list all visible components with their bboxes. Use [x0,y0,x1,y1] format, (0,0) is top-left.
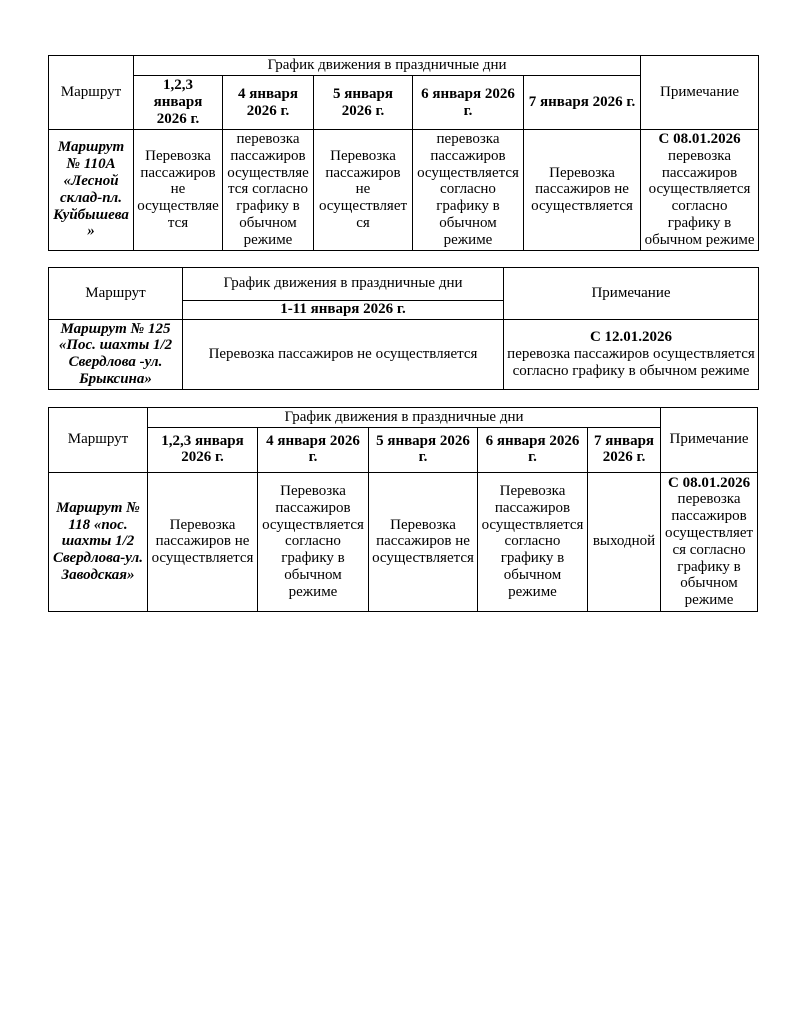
table-row [49,472,758,611]
route-column-header: Маршрут [49,267,183,319]
table-row [49,427,758,472]
schedule-cell: Перевозка пассажиров не осуществляется [148,472,258,611]
note-cell [504,319,759,389]
note-column-header: Примечание [641,56,759,130]
schedule-cell: Перевозка пассажиров осуществляется согласно графику в обычном режиме [478,472,588,611]
note-text: перевозка пассажиров осуществляется согласно графику в обычном режиме [507,345,755,379]
table-gap [48,390,759,407]
schedule-cell: Перевозка пассажиров осуществляется согласно графику в обычном режиме [258,472,369,611]
date-header-cell: 1,2,3 января 2026 г. [148,427,258,472]
schedule-cell: Перевозка пассажиров не осуществляется [314,130,413,251]
schedule-cell: Перевозка пассажиров не осуществляется [134,130,223,251]
table-gap [48,251,759,267]
note-column-header: Примечание [661,407,758,472]
schedule-cell: Перевозка пассажиров не осуществляется [183,319,504,389]
schedule-cell: выходной [588,472,661,611]
route-name-cell: Маршрут № 118 «пос. шахты 1/2 Свердлова-ул. Заводская» [49,472,148,611]
schedule-cell: Перевозка пассажиров не осуществляется [369,472,478,611]
schedule-title-cell: График движения в праздничные дни [183,267,504,300]
tables-container [48,55,759,612]
schedule-table-route-118 [48,407,758,612]
date-header-cell: 5 января 2026 г. [314,76,413,130]
schedule-title-cell: График движения в праздничные дни [134,56,641,76]
schedule-cell: перевозка пассажиров осуществляется согласно графику в обычном режиме [223,130,314,251]
schedule-title-cell: График движения в праздничные дни [148,407,661,427]
date-header-cell: 5 января 2026 г. [369,427,478,472]
table-row [49,267,759,300]
table-row [49,130,759,251]
table-row [49,56,759,76]
note-text: перевозка пассажиров осуществляется согласно графику в обычном режиме [664,491,754,609]
route-column-header: Маршрут [49,407,148,472]
schedule-table-route-125 [48,267,759,390]
date-header-cell: 4 января 2026 г. [223,76,314,130]
route-name-cell: Маршрут № 110А «Лесной склад-пл. Куйбышева» [49,130,134,251]
date-header-cell: 7 января 2026 г. [524,76,641,130]
route-column-header: Маршрут [49,56,134,130]
note-date: С 12.01.2026 [589,328,673,345]
date-header-cell: 1,2,3 января 2026 г. [134,76,223,130]
route-name-cell: Маршрут № 125 «Пос. шахты 1/2 Свердлова -ул. Брыксина» [49,319,183,389]
note-date: С 08.01.2026 [667,474,751,491]
date-header-cell: 4 января 2026 г. [258,427,369,472]
schedule-table-route-110a [48,55,759,251]
date-header-cell: 6 января 2026 г. [413,76,524,130]
date-header-cell: 7 января 2026 г. [588,427,661,472]
date-header-cell: 6 января 2026 г. [478,427,588,472]
note-cell [661,472,758,611]
note-cell [641,130,759,251]
schedule-cell: Перевозка пассажиров не осуществляется [524,130,641,251]
date-header-cell: 1-11 января 2026 г. [183,300,504,319]
note-text: перевозка пассажиров осуществляется согласно графику в обычном режиме [644,147,755,248]
note-date: С 08.01.2026 [658,131,741,147]
table-row [49,319,759,389]
note-column-header: Примечание [504,267,759,319]
table-row [49,407,758,427]
schedule-cell: перевозка пассажиров осуществляется согласно графику в обычном режиме [413,130,524,251]
